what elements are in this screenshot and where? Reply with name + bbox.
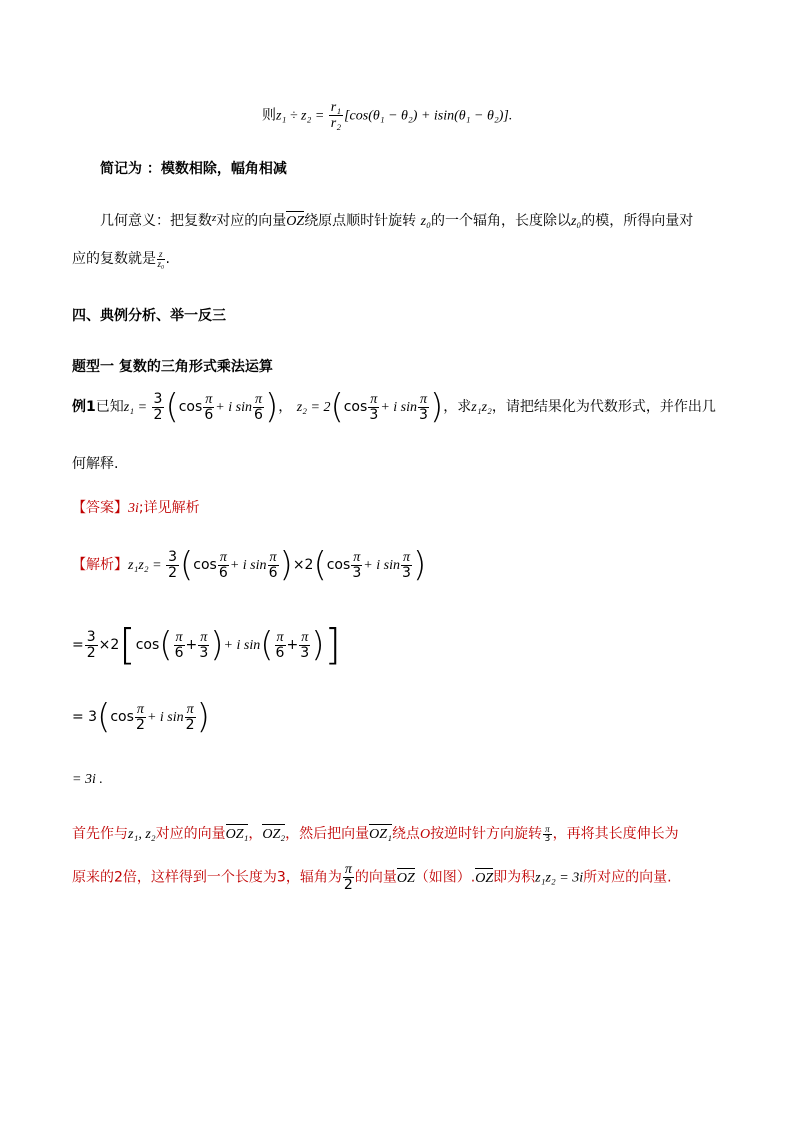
answer-label: 【答案】 (72, 500, 128, 516)
answer: 【答案】3i;详见解析 (72, 500, 200, 516)
formula-lhs: z₁ ÷ z₂ = (276, 108, 328, 124)
summary-text: 模数相除，幅角相减 (160, 161, 287, 177)
vector-oz: OZ (286, 214, 305, 229)
type-heading: 题型一 复数的三角形式乘法运算 (72, 359, 273, 375)
explanation-line1: 首先作与z₁, z₂对应的向量OZ₁，OZ₂，然后把向量OZ₁绕点O按逆时针方向旋转 $\frac{\pi}{3}$ ，再将其长度伸长为 (72, 823, 679, 844)
analysis-step1: 【解析】z₁z₂ = $\frac{3}{2}$ (cos $\frac{\pi}{6}$ + i sin $\frac{\pi}{6}$ )×2(cos $\frac{\pi}{3}$ + i sin $\frac{\pi}{3}$ ) (72, 545, 427, 585)
formula-rhs: [cos(θ₁ − θ₂) + isin(θ₁ − θ₂)]. (344, 108, 513, 124)
explanation-line2: 原来的2倍，这样得到一个长度为3，辐角为 $\frac{\pi}{2}$ 的向量OZ（如图）.OZ即为积z₁z₂ = 3i所对应的向量. (72, 862, 672, 893)
modulus-fraction: $\frac{\text{r₁}}{\text{r₂}}$ (330, 100, 342, 131)
formula-prefix: 则 (262, 107, 276, 124)
example-label: 例1 (72, 399, 96, 415)
example1-line2: 何解释. (72, 456, 119, 472)
z-over-z0: $\frac{z}{\text{z₀}}$ (157, 248, 165, 269)
geometric-meaning-line2: 应的复数就是 $\frac{z}{\text{z₀}}$ . (72, 248, 170, 269)
analysis-step3: = 3(cos $\frac{\pi}{2}$ + i sin $\frac{\pi}{2}$ ) (72, 697, 210, 737)
answer-value: 3i (128, 501, 139, 516)
summary (100, 158, 287, 178)
division-formula (262, 100, 512, 131)
example1-line1: 例1已知z₁ = $\frac{3}{2}$ (cos $\frac{\pi}{6}$ + i sin $\frac{\pi}{6}$ )， z₂ = 2(cos $\frac{\pi}{3}$ + i sin $\frac{\pi}{3}$ )，求z₁z₂，请把结果化为代数形式，并作出几 (72, 387, 716, 427)
analysis-step2: = $\frac{3}{2}$ ×2[cos( $\frac{\pi}{6}$ + $\frac{\pi}{3}$ )+ i sin( $\frac{\pi}{6}$ + $\frac{\pi}{3}$ )] (72, 620, 341, 669)
analysis-label: 【解析】 (72, 557, 128, 573)
geometric-meaning-line1: 几何意义：把复数$^z$对应的向量OZ绕原点顺时针旋转 z₀的一个辐角，长度除以z₀的模，所得向量对 (100, 212, 694, 229)
summary-label: 简记为 ： (100, 161, 161, 177)
analysis-step4: = 3i . (72, 772, 103, 787)
section-heading: 四、典例分析、举一反三 (72, 308, 226, 324)
